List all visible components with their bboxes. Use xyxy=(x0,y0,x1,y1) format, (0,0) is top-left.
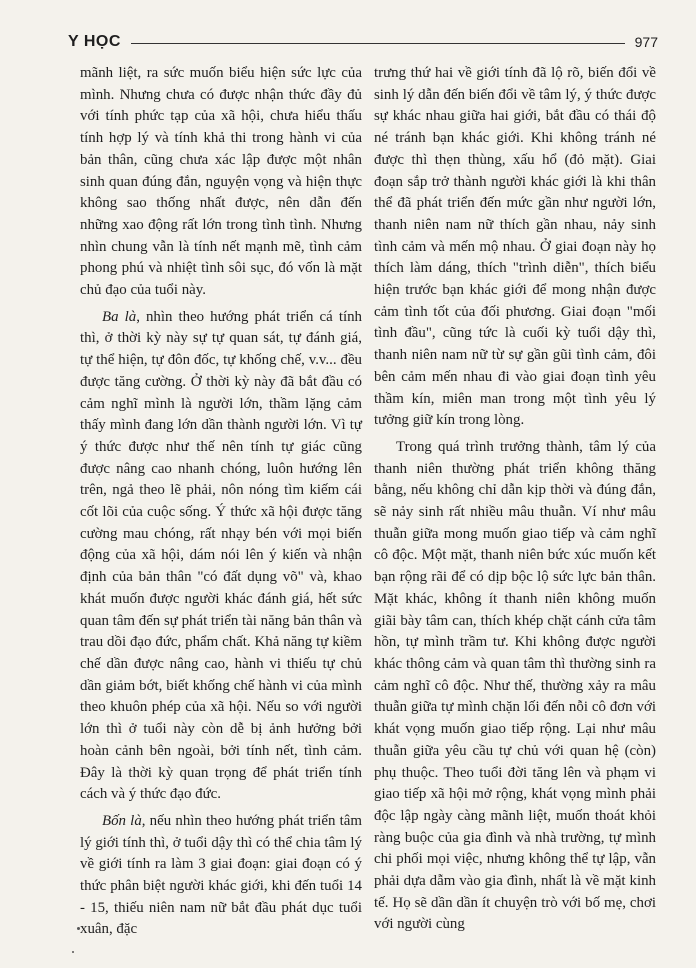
paragraph-continuation: mãnh liệt, ra sức muốn biểu hiện sức lực của mình. Nhưng chưa có được nhận thức đầy đủ với tính phức tạp của xã hội, chưa hiểu thấu tính hợp lý và tính khả thi trong hành vi của bản thân, cũng chưa xác lập được một nhân sinh quan đúng đắn, nguyện vọng và hiện thực không sao thống nhất được, nên dẫn đến những xao động rất lớn trong tình tình. Nhưng nhìn chung vẫn là tính nết mạnh mẽ, tình cảm phong phú và nhiệt tình sôi sục, đó vốn là mặt chủ đạo của tuổi này. xyxy=(80,65,362,299)
header-rule xyxy=(131,43,625,44)
paragraph-lead: Ba là xyxy=(102,308,137,325)
running-header xyxy=(68,30,658,54)
left-column xyxy=(80,63,362,941)
page-number: 977 xyxy=(634,34,658,50)
right-column xyxy=(374,63,656,936)
paragraph-ba-la xyxy=(80,307,362,806)
paragraph-trong-qua-trinh: Trong quá trình trưởng thành, tâm lý của thanh niên thường phát triển không thăng bằng, nếu không chỉ dẫn kịp thời và đúng đắn, sẽ nảy sinh rất nhiều mâu thuẫn. Ví như mâu thuẫn giữa mong muốn giao tiếp và cảm nghĩ cô độc. Một mặt, thanh niên bức xúc muốn kết bạn rộng rãi để có dịp bộc lộ sức lực bản thân. Mặt khác, không ít thanh niên không muốn giãi bày tâm can, thích khép chặt cánh cửa tâm hồn, tự mình trầm tư. Khi không được người khác thông cảm và quan tâm thì thường sinh ra cảm nghĩ cô độc. Như thế, thường xảy ra mâu thuẫn giữa tự mình chặn lối đến nỗi cô đơn với khát vọng muốn giao tiếp rộng. Lại như mâu thuẫn giữa yêu cầu tự chủ với quan hệ (còn) phụ thuộc. Theo tuổi đời tăng lên và phạm vi giao tiếp xã hội mở rộng, khát vọng mình phải độc lập ngày càng mãnh liệt, muốn thoát khỏi ràng buộc của gia đình và nhà trường, tự mình chi phối mọi việc, nhưng không thể tự lập, vẫn phải dựa dẫm vào gia đình, nhất là về mặt kinh tế. Họ sẽ dần dần ít chuyện trò với bố mẹ, chơi với người cùng xyxy=(374,438,656,933)
scan-speck xyxy=(77,927,80,930)
section-title: Y HỌC xyxy=(68,33,121,50)
paragraph-bon-la xyxy=(80,811,362,941)
paragraph-body: , nếu nhìn theo hướng phát triển tâm lý giới tính thì, ở tuổi dậy thì có thể chia tâm lý về giới tính ra làm 3 giai đoạn: giai đoạn có ý thức phân biệt người khác giới, khi đến tuổi 14 - 15, thiếu niên nam nữ bắt đầu phát dục tuổi xuân, đặc xyxy=(80,812,362,938)
paragraph-lead: Bốn là xyxy=(102,812,142,829)
paragraph-body: , nhìn theo hướng phát triển cá tính thì, ở thời kỳ này sự tự quan sát, tự đánh giá, tự thể hiện, tự đôn đốc, tự khống chế, v.v... đều được tăng cường. Ở thời kỳ này đã bắt đầu có cảm nghĩ mình là người lớn, thầm lặng cảm thấy mình đang lớn dần thành người lớn. Vì tự ý thức được như thế nên tính tự giác cũng được nâng cao nhanh chóng, luôn hướng lên trên, ngả theo lẽ phải, nôn nóng tìm kiếm cái cốt lõi của cuộc sống. Ý thức xã hội được tăng cường mau chóng, rất nhạy bén với mọi biến động của xã hội, dám nói lên ý kiến và nhận định của bản thân "có đất dụng võ" và, khao khát muốn được người khác đánh giá, hết sức quan tâm đến sự phát triển tài năng bản thân và trau dồi đạo đức, phẩm chất. Khả năng tự kiềm chế dần được nâng cao, hành vi thiếu tự chủ dần giảm bớt, biết khống chế hành vi của mình theo khuôn phép của xã hội. Nếu so với người lớn thì ở tuổi này còn dễ bị ảnh hưởng bởi hoàn cảnh bên ngoài, bởi tính nết, tình cảm. Đây là thời kỳ quan trọng để phát triển tính cách và ý thức đạo đức. xyxy=(80,308,362,803)
paragraph-continuation: trưng thứ hai về giới tính đã lộ rõ, biến đổi về sinh lý dẫn đến biến đổi về tâm lý, ý thức được sự khác nhau giữa hai giới, bắt đầu có thái độ né tránh bạn khác giới. Khi không tránh né được thì thẹn thùng, xấu hổ (đỏ mặt). Giai đoạn sắp trở thành người khác giới là khi thân thể đã phát triển đến mức gần như người lớn, thanh niên nam nữ thích gần nhau, nảy sinh tình cảm và mến mộ nhau. Ở giai đoạn này họ thích làm dáng, thích "trình diễn", thích biểu hiện trước bạn khác giới để mong nhận được cảm tình tốt của đối phương. Giai đoạn "mối tình đầu", cũng tức là cuối kỳ tuổi dậy thì, thanh niên nam nữ từ sự gần gũi tình cảm, đôi bên cảm mến nhau đi vào giai đoạn tình yêu thầm kín, miên man trong một tình yêu lý tưởng giữ kín trong lòng. xyxy=(374,65,656,429)
scan-speck xyxy=(72,951,74,953)
